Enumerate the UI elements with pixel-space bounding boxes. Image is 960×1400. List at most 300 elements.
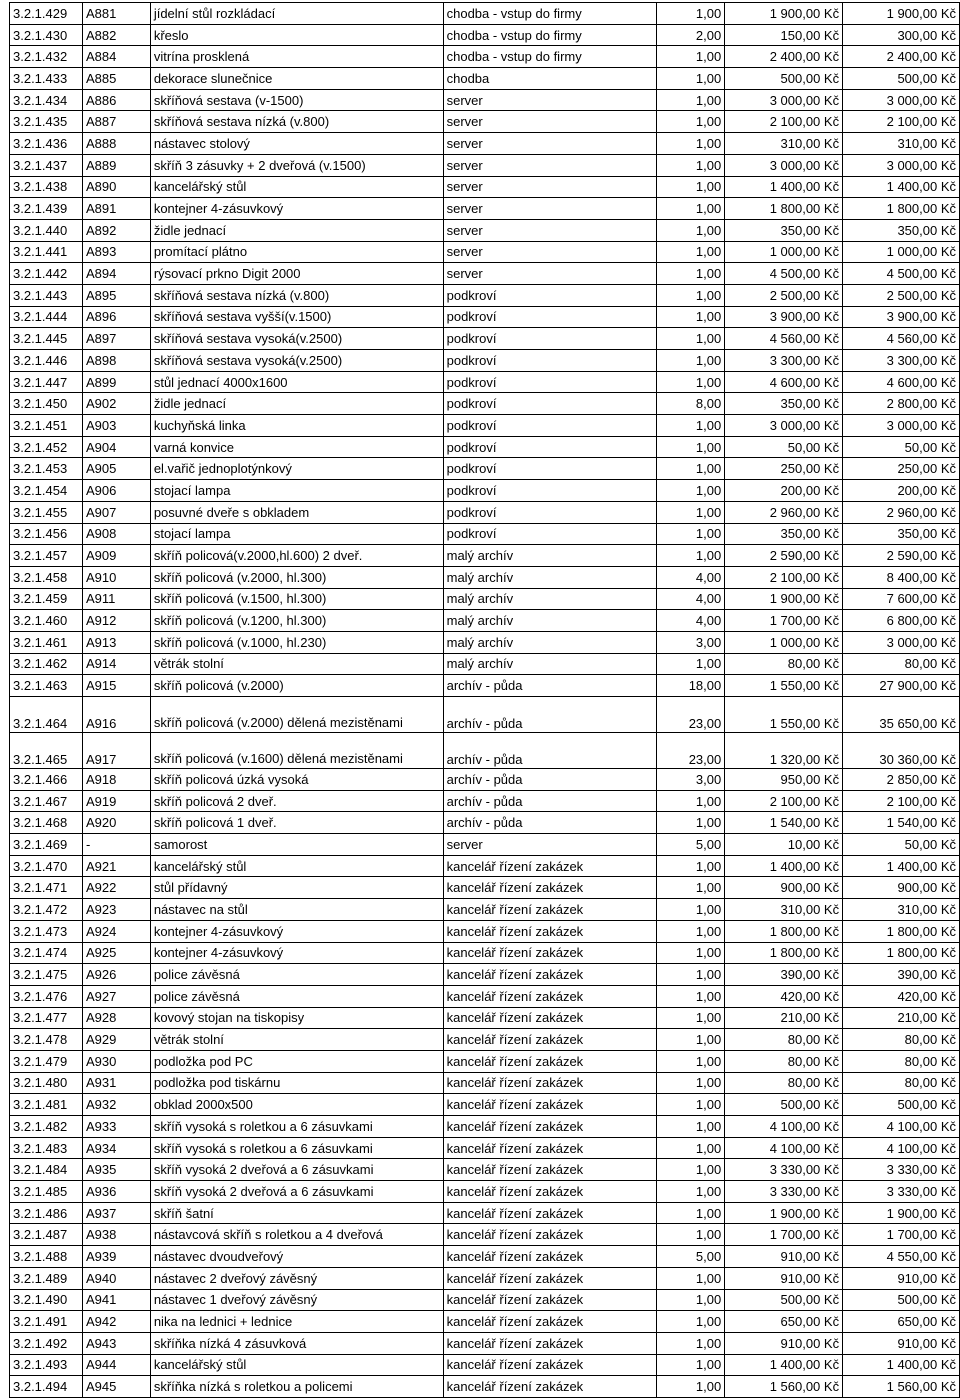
location-cell: podkroví [443,393,657,415]
unit-price-cell: 80,00 Kč [725,1050,843,1072]
table-row [10,68,960,90]
location-cell: chodba [443,68,657,90]
location-cell: server [443,241,657,263]
unit-price-cell: 1 800,00 Kč [725,942,843,964]
inventory-code-cell: A893 [82,241,150,263]
inventory-code-cell: A923 [82,899,150,921]
item-number-cell: 3.2.1.451 [10,415,83,437]
inventory-code-cell: A943 [82,1332,150,1354]
unit-price-cell: 4 560,00 Kč [725,328,843,350]
item-number-cell: 3.2.1.462 [10,653,83,675]
item-number-cell: 3.2.1.468 [10,812,83,834]
item-number-cell: 3.2.1.434 [10,89,83,111]
table-row [10,653,960,675]
total-price-cell: 390,00 Kč [843,964,960,986]
location-cell: podkroví [443,501,657,523]
location-cell: kancelář řízení zakázek [443,1246,657,1268]
unit-price-cell: 2 400,00 Kč [725,46,843,68]
total-price-cell: 300,00 Kč [843,24,960,46]
inventory-code-cell: A909 [82,545,150,567]
item-number-cell: 3.2.1.490 [10,1289,83,1311]
quantity-cell: 1,00 [657,350,725,372]
item-name-cell: samorost [150,834,443,856]
location-cell: kancelář řízení zakázek [443,1267,657,1289]
item-number-cell: 3.2.1.470 [10,855,83,877]
table-row [10,1289,960,1311]
total-price-cell: 7 600,00 Kč [843,588,960,610]
item-number-cell: 3.2.1.444 [10,306,83,328]
item-number-cell: 3.2.1.491 [10,1311,83,1333]
total-price-cell: 2 100,00 Kč [843,111,960,133]
item-name-cell: skříňka nízká s roletkou a policemi [150,1376,443,1398]
location-cell: server [443,198,657,220]
quantity-cell: 1,00 [657,1159,725,1181]
total-price-cell: 1 800,00 Kč [843,920,960,942]
item-number-cell: 3.2.1.429 [10,3,83,25]
total-price-cell: 1 900,00 Kč [843,1202,960,1224]
location-cell: archív - půda [443,733,657,769]
inventory-code-cell: A899 [82,371,150,393]
location-cell: server [443,133,657,155]
location-cell: kancelář řízení zakázek [443,877,657,899]
table-row [10,176,960,198]
quantity-cell: 1,00 [657,545,725,567]
table-row [10,1354,960,1376]
table-row [10,899,960,921]
total-price-cell: 4 100,00 Kč [843,1116,960,1138]
quantity-cell: 1,00 [657,790,725,812]
inventory-code-cell: A896 [82,306,150,328]
table-row [10,24,960,46]
location-cell: kancelář řízení zakázek [443,985,657,1007]
inventory-code-cell: A911 [82,588,150,610]
item-name-cell: vitrína prosklená [150,46,443,68]
quantity-cell: 3,00 [657,769,725,791]
inventory-code-cell: A944 [82,1354,150,1376]
item-name-cell: stojací lampa [150,480,443,502]
location-cell: chodba - vstup do firmy [443,46,657,68]
table-row [10,480,960,502]
item-name-cell: skříň policová (v.2000, hl.300) [150,566,443,588]
item-name-cell: el.vařič jednoplotýnkový [150,458,443,480]
item-number-cell: 3.2.1.452 [10,436,83,458]
table-row [10,1246,960,1268]
inventory-code-cell: A936 [82,1181,150,1203]
unit-price-cell: 3 330,00 Kč [725,1159,843,1181]
quantity-cell: 1,00 [657,653,725,675]
unit-price-cell: 2 100,00 Kč [725,111,843,133]
quantity-cell: 18,00 [657,675,725,697]
quantity-cell: 1,00 [657,1094,725,1116]
quantity-cell: 1,00 [657,241,725,263]
total-price-cell: 2 800,00 Kč [843,393,960,415]
location-cell: kancelář řízení zakázek [443,942,657,964]
unit-price-cell: 350,00 Kč [725,393,843,415]
item-number-cell: 3.2.1.446 [10,350,83,372]
unit-price-cell: 390,00 Kč [725,964,843,986]
table-row [10,1116,960,1138]
item-name-cell: police závěsná [150,985,443,1007]
item-number-cell: 3.2.1.455 [10,501,83,523]
inventory-code-cell: A922 [82,877,150,899]
table-row [10,1311,960,1333]
item-name-cell: posuvné dveře s obkladem [150,501,443,523]
inventory-code-cell: A888 [82,133,150,155]
location-cell: kancelář řízení zakázek [443,1159,657,1181]
total-price-cell: 200,00 Kč [843,480,960,502]
table-row [10,133,960,155]
unit-price-cell: 1 900,00 Kč [725,588,843,610]
unit-price-cell: 1 800,00 Kč [725,920,843,942]
item-number-cell: 3.2.1.447 [10,371,83,393]
total-price-cell: 1 540,00 Kč [843,812,960,834]
location-cell: podkroví [443,328,657,350]
unit-price-cell: 250,00 Kč [725,458,843,480]
inventory-code-cell: A940 [82,1267,150,1289]
item-number-cell: 3.2.1.435 [10,111,83,133]
location-cell: kancelář řízení zakázek [443,1311,657,1333]
location-cell: server [443,834,657,856]
item-name-cell: nástavec stolový [150,133,443,155]
item-number-cell: 3.2.1.443 [10,284,83,306]
item-name-cell: skříň policová úzká vysoká [150,769,443,791]
unit-price-cell: 3 000,00 Kč [725,154,843,176]
table-row [10,415,960,437]
inventory-code-cell: A894 [82,263,150,285]
quantity-cell: 1,00 [657,436,725,458]
unit-price-cell: 500,00 Kč [725,1094,843,1116]
table-row [10,1376,960,1398]
table-row [10,306,960,328]
item-number-cell: 3.2.1.461 [10,631,83,653]
quantity-cell: 1,00 [657,111,725,133]
inventory-code-cell: A891 [82,198,150,220]
unit-price-cell: 1 540,00 Kč [725,812,843,834]
total-price-cell: 500,00 Kč [843,68,960,90]
quantity-cell: 4,00 [657,610,725,632]
location-cell: chodba - vstup do firmy [443,3,657,25]
table-row [10,219,960,241]
inventory-code-cell: A937 [82,1202,150,1224]
table-row [10,610,960,632]
unit-price-cell: 2 960,00 Kč [725,501,843,523]
item-name-cell: židle jednací [150,219,443,241]
item-number-cell: 3.2.1.439 [10,198,83,220]
location-cell: podkroví [443,350,657,372]
unit-price-cell: 1 550,00 Kč [725,675,843,697]
location-cell: kancelář řízení zakázek [443,1289,657,1311]
total-price-cell: 3 900,00 Kč [843,306,960,328]
inventory-code-cell: A938 [82,1224,150,1246]
quantity-cell: 4,00 [657,566,725,588]
inventory-code-cell: A929 [82,1029,150,1051]
inventory-code-cell: A910 [82,566,150,588]
unit-price-cell: 900,00 Kč [725,877,843,899]
inventory-code-cell: A921 [82,855,150,877]
item-number-cell: 3.2.1.467 [10,790,83,812]
quantity-cell: 1,00 [657,1376,725,1398]
quantity-cell: 4,00 [657,588,725,610]
item-name-cell: skříň policová(v.2000,hl.600) 2 dveř. [150,545,443,567]
quantity-cell: 1,00 [657,1072,725,1094]
location-cell: malý archív [443,610,657,632]
location-cell: kancelář řízení zakázek [443,920,657,942]
table-row [10,284,960,306]
item-number-cell: 3.2.1.456 [10,523,83,545]
quantity-cell: 1,00 [657,899,725,921]
total-price-cell: 500,00 Kč [843,1094,960,1116]
quantity-cell: 1,00 [657,68,725,90]
quantity-cell: 3,00 [657,631,725,653]
table-row [10,198,960,220]
unit-price-cell: 80,00 Kč [725,1072,843,1094]
unit-price-cell: 2 590,00 Kč [725,545,843,567]
total-price-cell: 1 800,00 Kč [843,942,960,964]
item-name-cell: židle jednací [150,393,443,415]
location-cell: archív - půda [443,812,657,834]
total-price-cell: 3 000,00 Kč [843,631,960,653]
item-name-cell: větrák stolní [150,653,443,675]
total-price-cell: 4 560,00 Kč [843,328,960,350]
quantity-cell: 1,00 [657,1116,725,1138]
table-row [10,1332,960,1354]
inventory-code-cell: A919 [82,790,150,812]
unit-price-cell: 910,00 Kč [725,1267,843,1289]
inventory-code-cell: A886 [82,89,150,111]
item-name-cell: kovový stojan na tiskopisy [150,1007,443,1029]
item-number-cell: 3.2.1.493 [10,1354,83,1376]
total-price-cell: 80,00 Kč [843,1050,960,1072]
table-row [10,89,960,111]
item-name-cell: kancelářský stůl [150,1354,443,1376]
location-cell: kancelář řízení zakázek [443,1224,657,1246]
total-price-cell: 80,00 Kč [843,1072,960,1094]
item-name-cell: varná konvice [150,436,443,458]
item-name-cell: nástavcová skříň s roletkou a 4 dveřová [150,1224,443,1246]
quantity-cell: 1,00 [657,306,725,328]
inventory-code-cell: A934 [82,1137,150,1159]
item-name-cell: skříň policová (v.2000) [150,675,443,697]
item-name-cell: skříňová sestava nízká (v.800) [150,284,443,306]
item-name-cell: nika na lednici + lednice [150,1311,443,1333]
unit-price-cell: 500,00 Kč [725,68,843,90]
inventory-code-cell: A939 [82,1246,150,1268]
inventory-code-cell: A887 [82,111,150,133]
table-row [10,1072,960,1094]
item-number-cell: 3.2.1.440 [10,219,83,241]
table-row [10,523,960,545]
item-name-cell: kuchyňská linka [150,415,443,437]
item-name-cell: stůl přídavný [150,877,443,899]
item-number-cell: 3.2.1.454 [10,480,83,502]
item-name-cell: promítací plátno [150,241,443,263]
item-name-cell: nástavec na stůl [150,899,443,921]
inventory-code-cell: A895 [82,284,150,306]
total-price-cell: 2 500,00 Kč [843,284,960,306]
location-cell: server [443,263,657,285]
quantity-cell: 1,00 [657,1289,725,1311]
inventory-code-cell: - [82,834,150,856]
item-name-cell: skříň vysoká 2 dveřová a 6 zásuvkami [150,1181,443,1203]
location-cell: server [443,154,657,176]
quantity-cell: 1,00 [657,1267,725,1289]
total-price-cell: 50,00 Kč [843,834,960,856]
item-number-cell: 3.2.1.482 [10,1116,83,1138]
location-cell: server [443,176,657,198]
unit-price-cell: 1 800,00 Kč [725,198,843,220]
inventory-sheet [9,2,960,1398]
total-price-cell: 35 650,00 Kč [843,697,960,733]
quantity-cell: 1,00 [657,812,725,834]
location-cell: kancelář řízení zakázek [443,1202,657,1224]
total-price-cell: 3 330,00 Kč [843,1181,960,1203]
location-cell: podkroví [443,523,657,545]
quantity-cell: 1,00 [657,920,725,942]
location-cell: malý archív [443,653,657,675]
item-number-cell: 3.2.1.483 [10,1137,83,1159]
item-number-cell: 3.2.1.487 [10,1224,83,1246]
quantity-cell: 1,00 [657,328,725,350]
unit-price-cell: 3 000,00 Kč [725,415,843,437]
item-number-cell: 3.2.1.469 [10,834,83,856]
table-row [10,675,960,697]
table-row [10,1159,960,1181]
inventory-code-cell: A928 [82,1007,150,1029]
total-price-cell: 6 800,00 Kč [843,610,960,632]
item-number-cell: 3.2.1.442 [10,263,83,285]
inventory-code-cell: A915 [82,675,150,697]
item-number-cell: 3.2.1.478 [10,1029,83,1051]
total-price-cell: 4 500,00 Kč [843,263,960,285]
item-number-cell: 3.2.1.486 [10,1202,83,1224]
total-price-cell: 2 850,00 Kč [843,769,960,791]
unit-price-cell: 2 100,00 Kč [725,566,843,588]
inventory-code-cell: A904 [82,436,150,458]
item-number-cell: 3.2.1.474 [10,942,83,964]
location-cell: kancelář řízení zakázek [443,964,657,986]
item-name-cell: nástavec 1 dveřový závěsný [150,1289,443,1311]
location-cell: archív - půda [443,769,657,791]
table-row [10,877,960,899]
total-price-cell: 1 900,00 Kč [843,3,960,25]
inventory-table [9,2,960,1398]
location-cell: podkroví [443,415,657,437]
inventory-code-cell: A930 [82,1050,150,1072]
inventory-code-cell: A897 [82,328,150,350]
item-number-cell: 3.2.1.485 [10,1181,83,1203]
inventory-code-cell: A898 [82,350,150,372]
total-price-cell: 500,00 Kč [843,1289,960,1311]
item-name-cell: skříňová sestava vysoká(v.2500) [150,328,443,350]
item-name-cell: stojací lampa [150,523,443,545]
total-price-cell: 1 400,00 Kč [843,176,960,198]
table-row [10,328,960,350]
table-row [10,393,960,415]
item-name-cell: nástavec 2 dveřový závěsný [150,1267,443,1289]
table-row [10,1094,960,1116]
table-row [10,1224,960,1246]
item-number-cell: 3.2.1.436 [10,133,83,155]
location-cell: kancelář řízení zakázek [443,1094,657,1116]
location-cell: kancelář řízení zakázek [443,1332,657,1354]
quantity-cell: 1,00 [657,1029,725,1051]
item-name-cell: skříň policová (v.2000) dělená mezistěnami [150,697,443,733]
total-price-cell: 1 400,00 Kč [843,1354,960,1376]
inventory-code-cell: A882 [82,24,150,46]
location-cell: podkroví [443,306,657,328]
total-price-cell: 3 300,00 Kč [843,350,960,372]
quantity-cell: 1,00 [657,284,725,306]
inventory-code-cell: A917 [82,733,150,769]
quantity-cell: 1,00 [657,501,725,523]
table-row [10,3,960,25]
quantity-cell: 8,00 [657,393,725,415]
total-price-cell: 350,00 Kč [843,523,960,545]
item-number-cell: 3.2.1.473 [10,920,83,942]
location-cell: chodba - vstup do firmy [443,24,657,46]
total-price-cell: 4 600,00 Kč [843,371,960,393]
location-cell: kancelář řízení zakázek [443,1007,657,1029]
location-cell: podkroví [443,284,657,306]
inventory-code-cell: A935 [82,1159,150,1181]
item-name-cell: skříň policová 2 dveř. [150,790,443,812]
inventory-code-cell: A945 [82,1376,150,1398]
unit-price-cell: 1 900,00 Kč [725,1202,843,1224]
table-row [10,350,960,372]
unit-price-cell: 2 500,00 Kč [725,284,843,306]
total-price-cell: 50,00 Kč [843,436,960,458]
item-name-cell: kontejner 4-zásuvkový [150,198,443,220]
table-row [10,985,960,1007]
quantity-cell: 1,00 [657,1354,725,1376]
quantity-cell: 1,00 [657,1181,725,1203]
table-row [10,1050,960,1072]
item-name-cell: skříň policová (v.1500, hl.300) [150,588,443,610]
location-cell: podkroví [443,371,657,393]
total-price-cell: 27 900,00 Kč [843,675,960,697]
unit-price-cell: 1 560,00 Kč [725,1376,843,1398]
location-cell: kancelář řízení zakázek [443,1029,657,1051]
unit-price-cell: 910,00 Kč [725,1332,843,1354]
item-number-cell: 3.2.1.437 [10,154,83,176]
quantity-cell: 1,00 [657,1332,725,1354]
unit-price-cell: 500,00 Kč [725,1289,843,1311]
total-price-cell: 30 360,00 Kč [843,733,960,769]
location-cell: kancelář řízení zakázek [443,1181,657,1203]
item-name-cell: skříňka nízká 4 zásuvková [150,1332,443,1354]
unit-price-cell: 1 000,00 Kč [725,241,843,263]
table-row [10,812,960,834]
quantity-cell: 1,00 [657,855,725,877]
item-name-cell: kontejner 4-zásuvkový [150,942,443,964]
total-price-cell: 1 000,00 Kč [843,241,960,263]
inventory-code-cell: A927 [82,985,150,1007]
unit-price-cell: 310,00 Kč [725,899,843,921]
item-number-cell: 3.2.1.489 [10,1267,83,1289]
quantity-cell: 1,00 [657,877,725,899]
unit-price-cell: 650,00 Kč [725,1311,843,1333]
item-number-cell: 3.2.1.459 [10,588,83,610]
table-row [10,697,960,733]
item-number-cell: 3.2.1.458 [10,566,83,588]
table-row [10,1181,960,1203]
total-price-cell: 1 560,00 Kč [843,1376,960,1398]
item-number-cell: 3.2.1.494 [10,1376,83,1398]
item-number-cell: 3.2.1.476 [10,985,83,1007]
table-row [10,790,960,812]
total-price-cell: 2 590,00 Kč [843,545,960,567]
location-cell: kancelář řízení zakázek [443,899,657,921]
